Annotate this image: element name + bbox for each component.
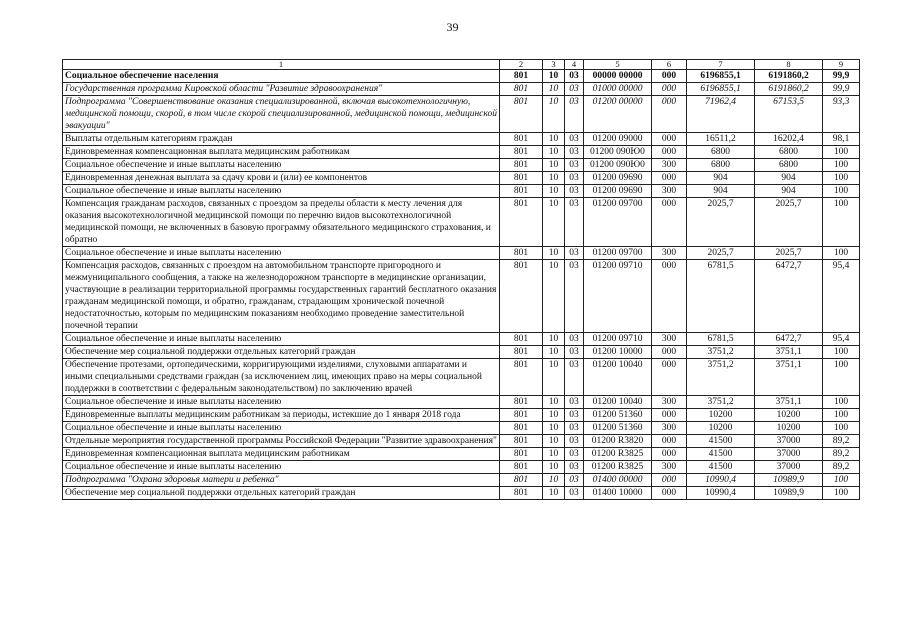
plan-cell: 2025,7 — [687, 198, 755, 247]
section-cell: 10 — [543, 260, 565, 333]
admin-code-cell: 801 — [500, 172, 543, 185]
admin-code-cell: 801 — [500, 70, 543, 83]
item-name-cell: Социальное обеспечение населения — [63, 70, 500, 83]
section-cell: 10 — [543, 247, 565, 260]
admin-code-cell: 801 — [500, 198, 543, 247]
item-name-cell: Государственная программа Кировской области "Развитие здравоохранения" — [63, 83, 500, 96]
actual-cell: 2025,7 — [755, 247, 823, 260]
section-cell: 10 — [543, 96, 565, 133]
item-name-cell: Отдельные мероприятия государственной программы Российской Федерации "Развитие здравоохранения" — [63, 435, 500, 448]
actual-cell: 67153,5 — [755, 96, 823, 133]
admin-code-cell: 801 — [500, 359, 543, 396]
plan-cell: 3751,2 — [687, 346, 755, 359]
plan-cell: 10200 — [687, 409, 755, 422]
section-cell: 10 — [543, 435, 565, 448]
section-cell: 10 — [543, 346, 565, 359]
item-name-cell: Подпрограмма "Охрана здоровья матери и ребенка" — [63, 474, 500, 487]
actual-cell: 3751,1 — [755, 396, 823, 409]
percent-cell: 99,9 — [823, 83, 860, 96]
subsection-cell: 03 — [565, 487, 584, 500]
admin-code-cell: 801 — [500, 247, 543, 260]
table-body — [63, 60, 860, 500]
expense-type-cell: 000 — [652, 435, 687, 448]
admin-code-cell: 801 — [500, 96, 543, 133]
section-cell: 10 — [543, 198, 565, 247]
expense-type-cell: 000 — [652, 96, 687, 133]
percent-cell: 98,1 — [823, 133, 860, 146]
column-number-header: 8 — [755, 60, 823, 70]
percent-cell: 89,2 — [823, 435, 860, 448]
plan-cell: 3751,2 — [687, 396, 755, 409]
plan-cell: 6800 — [687, 159, 755, 172]
item-name-cell: Социальное обеспечение и иные выплаты населению — [63, 396, 500, 409]
subsection-cell: 03 — [565, 409, 584, 422]
percent-cell: 100 — [823, 409, 860, 422]
plan-cell: 904 — [687, 185, 755, 198]
subsection-cell: 03 — [565, 70, 584, 83]
expense-type-cell: 300 — [652, 247, 687, 260]
percent-cell: 95,4 — [823, 333, 860, 346]
plan-cell: 41500 — [687, 435, 755, 448]
subsection-cell: 03 — [565, 435, 584, 448]
plan-cell: 904 — [687, 172, 755, 185]
table-row — [63, 359, 860, 396]
plan-cell: 16511,2 — [687, 133, 755, 146]
admin-code-cell: 801 — [500, 159, 543, 172]
table-row — [63, 474, 860, 487]
expense-type-cell: 000 — [652, 487, 687, 500]
target-article-cell: 01200 09710 — [584, 333, 652, 346]
section-cell: 10 — [543, 487, 565, 500]
subsection-cell: 03 — [565, 198, 584, 247]
admin-code-cell: 801 — [500, 396, 543, 409]
percent-cell: 100 — [823, 185, 860, 198]
subsection-cell: 03 — [565, 359, 584, 396]
plan-cell: 6800 — [687, 146, 755, 159]
budget-table — [62, 59, 860, 500]
actual-cell: 10200 — [755, 422, 823, 435]
table-row — [63, 70, 860, 83]
percent-cell: 100 — [823, 247, 860, 260]
expense-type-cell: 300 — [652, 333, 687, 346]
expense-type-cell: 000 — [652, 474, 687, 487]
target-article-cell: 01200 10000 — [584, 346, 652, 359]
target-article-cell: 01400 10000 — [584, 487, 652, 500]
plan-cell: 6196855,1 — [687, 83, 755, 96]
table-row — [63, 146, 860, 159]
target-article-cell: 01000 00000 — [584, 83, 652, 96]
section-cell: 10 — [543, 422, 565, 435]
section-cell: 10 — [543, 185, 565, 198]
target-article-cell: 01200 51360 — [584, 422, 652, 435]
expense-type-cell: 000 — [652, 83, 687, 96]
item-name-cell: Компенсация расходов, связанных с проездом на автомобильном транспорте пригородного и межмуниципального сообщения, а также на железнодорожном транспорте в медицинские организации, участвующие в реализации территориальной программы государственных гарантий бесплатного оказания гражданам медицинской помощи, и обратно, гражданам, страдающим хронической почечной недостаточностью, которым по медицинским показаниям необходимо проведение заместительной почечной терапии — [63, 260, 500, 333]
target-article-cell: 01200 09690 — [584, 172, 652, 185]
section-cell: 10 — [543, 461, 565, 474]
percent-cell: 100 — [823, 487, 860, 500]
percent-cell: 89,2 — [823, 461, 860, 474]
actual-cell: 37000 — [755, 448, 823, 461]
target-article-cell: 01200 090Ю0 — [584, 159, 652, 172]
actual-cell: 16202,4 — [755, 133, 823, 146]
admin-code-cell: 801 — [500, 409, 543, 422]
admin-code-cell: 801 — [500, 448, 543, 461]
section-cell: 10 — [543, 359, 565, 396]
item-name-cell: Выплаты отдельным категориям граждан — [63, 133, 500, 146]
table-row — [63, 198, 860, 247]
plan-cell: 10200 — [687, 422, 755, 435]
table-row — [63, 422, 860, 435]
subsection-cell: 03 — [565, 146, 584, 159]
percent-cell: 89,2 — [823, 448, 860, 461]
target-article-cell: 01200 R3820 — [584, 435, 652, 448]
section-cell: 10 — [543, 146, 565, 159]
table-header-row — [63, 60, 860, 70]
table-row — [63, 185, 860, 198]
table-row — [63, 247, 860, 260]
admin-code-cell: 801 — [500, 185, 543, 198]
column-number-header: 7 — [687, 60, 755, 70]
plan-cell: 10990,4 — [687, 474, 755, 487]
actual-cell: 10200 — [755, 409, 823, 422]
plan-cell: 71962,4 — [687, 96, 755, 133]
target-article-cell: 01200 10040 — [584, 359, 652, 396]
admin-code-cell: 801 — [500, 133, 543, 146]
plan-cell: 6781,5 — [687, 260, 755, 333]
section-cell: 10 — [543, 172, 565, 185]
expense-type-cell: 000 — [652, 448, 687, 461]
target-article-cell: 00000 00000 — [584, 70, 652, 83]
actual-cell: 904 — [755, 172, 823, 185]
item-name-cell: Компенсация гражданам расходов, связанных с проездом за пределы области к месту лечения для оказания высокотехнологичной медицинской помощи по перечню видов высокотехнологичной медицинской помощи, не включенных в базовую программу обязательного медицинского страхования, и обратно — [63, 198, 500, 247]
subsection-cell: 03 — [565, 83, 584, 96]
percent-cell: 100 — [823, 146, 860, 159]
subsection-cell: 03 — [565, 260, 584, 333]
plan-cell: 6196855,1 — [687, 70, 755, 83]
subsection-cell: 03 — [565, 96, 584, 133]
percent-cell: 100 — [823, 359, 860, 396]
target-article-cell: 01200 R3825 — [584, 461, 652, 474]
table-row — [63, 96, 860, 133]
item-name-cell: Социальное обеспечение и иные выплаты населению — [63, 185, 500, 198]
actual-cell: 37000 — [755, 435, 823, 448]
table-row — [63, 396, 860, 409]
percent-cell: 100 — [823, 346, 860, 359]
admin-code-cell: 801 — [500, 435, 543, 448]
expense-type-cell: 000 — [652, 172, 687, 185]
subsection-cell: 03 — [565, 133, 584, 146]
section-cell: 10 — [543, 70, 565, 83]
percent-cell: 99,9 — [823, 70, 860, 83]
item-name-cell: Единовременная денежная выплата за сдачу крови и (или) ее компонентов — [63, 172, 500, 185]
expense-type-cell: 000 — [652, 70, 687, 83]
table-row — [63, 409, 860, 422]
percent-cell: 100 — [823, 474, 860, 487]
section-cell: 10 — [543, 159, 565, 172]
table-row — [63, 435, 860, 448]
expense-type-cell: 000 — [652, 146, 687, 159]
plan-cell: 41500 — [687, 461, 755, 474]
percent-cell: 100 — [823, 396, 860, 409]
actual-cell: 6800 — [755, 159, 823, 172]
percent-cell: 93,3 — [823, 96, 860, 133]
expense-type-cell: 300 — [652, 461, 687, 474]
percent-cell: 100 — [823, 198, 860, 247]
target-article-cell: 01200 00000 — [584, 96, 652, 133]
section-cell: 10 — [543, 333, 565, 346]
section-cell: 10 — [543, 83, 565, 96]
section-cell: 10 — [543, 448, 565, 461]
plan-cell: 41500 — [687, 448, 755, 461]
admin-code-cell: 801 — [500, 474, 543, 487]
expense-type-cell: 000 — [652, 198, 687, 247]
item-name-cell: Социальное обеспечение и иные выплаты населению — [63, 333, 500, 346]
expense-type-cell: 300 — [652, 159, 687, 172]
admin-code-cell: 801 — [500, 83, 543, 96]
column-number-header: 5 — [584, 60, 652, 70]
expense-type-cell: 300 — [652, 185, 687, 198]
plan-cell: 3751,2 — [687, 359, 755, 396]
expense-type-cell: 300 — [652, 422, 687, 435]
percent-cell: 100 — [823, 422, 860, 435]
admin-code-cell: 801 — [500, 422, 543, 435]
item-name-cell: Обеспечение протезами, ортопедическими, корригирующими изделиями, слуховыми аппаратами и иными специальными средствами граждан (за исключением лиц, имеющих право на меры социальной поддержки в соответствии с федеральным законодательством) по заключению врачей — [63, 359, 500, 396]
subsection-cell: 03 — [565, 159, 584, 172]
target-article-cell: 01200 51360 — [584, 409, 652, 422]
actual-cell: 6800 — [755, 146, 823, 159]
column-number-header: 1 — [63, 60, 500, 70]
section-cell: 10 — [543, 133, 565, 146]
admin-code-cell: 801 — [500, 260, 543, 333]
section-cell: 10 — [543, 396, 565, 409]
subsection-cell: 03 — [565, 346, 584, 359]
actual-cell: 3751,1 — [755, 346, 823, 359]
subsection-cell: 03 — [565, 448, 584, 461]
item-name-cell: Обеспечение мер социальной поддержки отдельных категорий граждан — [63, 487, 500, 500]
item-name-cell: Социальное обеспечение и иные выплаты населению — [63, 159, 500, 172]
section-cell: 10 — [543, 409, 565, 422]
actual-cell: 37000 — [755, 461, 823, 474]
admin-code-cell: 801 — [500, 333, 543, 346]
subsection-cell: 03 — [565, 333, 584, 346]
column-number-header: 2 — [500, 60, 543, 70]
subsection-cell: 03 — [565, 172, 584, 185]
target-article-cell: 01200 090Ю0 — [584, 146, 652, 159]
table-row — [63, 333, 860, 346]
expense-type-cell: 000 — [652, 409, 687, 422]
plan-cell: 2025,7 — [687, 247, 755, 260]
column-number-header: 4 — [565, 60, 584, 70]
subsection-cell: 03 — [565, 396, 584, 409]
table-row — [63, 346, 860, 359]
target-article-cell: 01200 09690 — [584, 185, 652, 198]
section-cell: 10 — [543, 474, 565, 487]
table-row — [63, 172, 860, 185]
page-number: 39 — [446, 20, 459, 34]
admin-code-cell: 801 — [500, 487, 543, 500]
column-number-header: 9 — [823, 60, 860, 70]
target-article-cell: 01200 10040 — [584, 396, 652, 409]
table-row — [63, 159, 860, 172]
actual-cell: 2025,7 — [755, 198, 823, 247]
percent-cell: 100 — [823, 159, 860, 172]
actual-cell: 10989,9 — [755, 487, 823, 500]
item-name-cell: Социальное обеспечение и иные выплаты населению — [63, 461, 500, 474]
item-name-cell: Подпрограмма "Совершенствование оказания специализированной, включая высокотехнологичную, медицинской помощи, скорой, в том числе скорой специализированной, медицинской помощи, медицинской эвакуации" — [63, 96, 500, 133]
item-name-cell: Социальное обеспечение и иные выплаты населению — [63, 247, 500, 260]
admin-code-cell: 801 — [500, 146, 543, 159]
actual-cell: 6191860,2 — [755, 70, 823, 83]
target-article-cell: 01200 09700 — [584, 247, 652, 260]
table-row — [63, 448, 860, 461]
table-row — [63, 487, 860, 500]
expense-type-cell: 300 — [652, 396, 687, 409]
target-article-cell: 01200 09000 — [584, 133, 652, 146]
item-name-cell: Единовременные выплаты медицинским работникам за периоды, истекшие до 1 января 2018 года — [63, 409, 500, 422]
expense-type-cell: 000 — [652, 260, 687, 333]
actual-cell: 3751,1 — [755, 359, 823, 396]
expense-type-cell: 000 — [652, 133, 687, 146]
target-article-cell: 01200 R3825 — [584, 448, 652, 461]
target-article-cell: 01400 00000 — [584, 474, 652, 487]
subsection-cell: 03 — [565, 247, 584, 260]
expense-type-cell: 000 — [652, 346, 687, 359]
item-name-cell: Единовременная компенсационная выплата медицинским работникам — [63, 146, 500, 159]
table-row — [63, 461, 860, 474]
admin-code-cell: 801 — [500, 461, 543, 474]
percent-cell: 100 — [823, 172, 860, 185]
target-article-cell: 01200 09710 — [584, 260, 652, 333]
column-number-header: 6 — [652, 60, 687, 70]
admin-code-cell: 801 — [500, 346, 543, 359]
target-article-cell: 01200 09700 — [584, 198, 652, 247]
item-name-cell: Обеспечение мер социальной поддержки отдельных категорий граждан — [63, 346, 500, 359]
table-row — [63, 133, 860, 146]
actual-cell: 6472,7 — [755, 333, 823, 346]
item-name-cell: Социальное обеспечение и иные выплаты населению — [63, 422, 500, 435]
plan-cell: 6781,5 — [687, 333, 755, 346]
actual-cell: 6191860,2 — [755, 83, 823, 96]
actual-cell: 6472,7 — [755, 260, 823, 333]
column-number-header: 3 — [543, 60, 565, 70]
actual-cell: 904 — [755, 185, 823, 198]
table-row — [63, 260, 860, 333]
expense-type-cell: 000 — [652, 359, 687, 396]
subsection-cell: 03 — [565, 461, 584, 474]
subsection-cell: 03 — [565, 474, 584, 487]
actual-cell: 10989,9 — [755, 474, 823, 487]
subsection-cell: 03 — [565, 422, 584, 435]
item-name-cell: Единовременная компенсационная выплата медицинским работникам — [63, 448, 500, 461]
percent-cell: 95,4 — [823, 260, 860, 333]
table-row — [63, 83, 860, 96]
subsection-cell: 03 — [565, 185, 584, 198]
plan-cell: 10990,4 — [687, 487, 755, 500]
